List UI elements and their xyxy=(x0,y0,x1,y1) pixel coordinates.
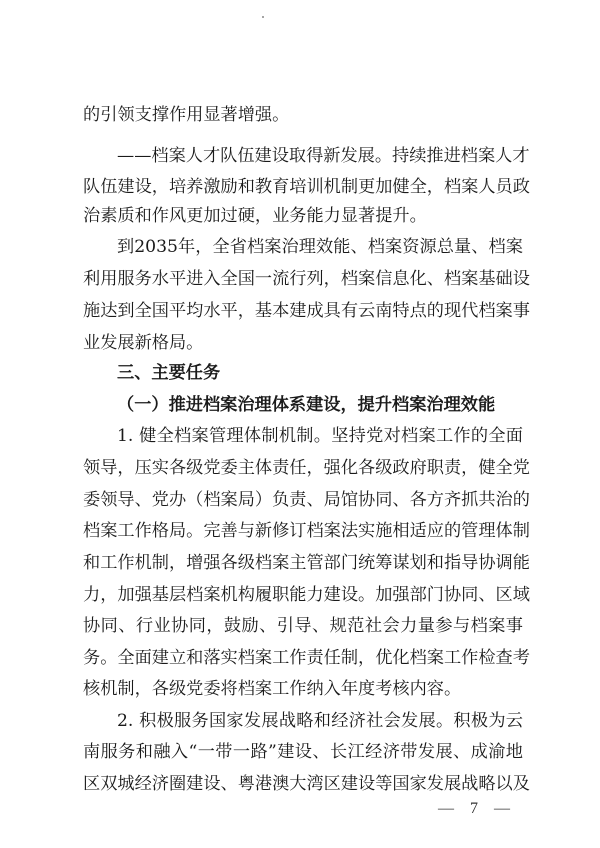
subsection-heading: （一）推进档案治理体系建设，提升档案治理效能 xyxy=(117,395,496,415)
body-line: 协同、行业协同，鼓励、引导、规范社会力量参与档案事 xyxy=(83,616,523,636)
body-line: 队伍建设，培养激励和教育培训机制更加健全，档案人员政 xyxy=(83,177,530,197)
body-line: 2. 积极服务国家发展战略和经济社会发展。积极为云 xyxy=(117,711,523,731)
body-line: 1. 健全档案管理体制机制。坚持党对档案工作的全面 xyxy=(117,426,523,446)
body-line: ——档案人才队伍建设取得新发展。持续推进档案人才 xyxy=(117,146,530,166)
body-line: 核机制，各级党委将档案工作纳入年度考核内容。 xyxy=(83,679,462,699)
scan-speck xyxy=(262,16,264,18)
body-line: 到2035年，全省档案治理效能、档案资源总量、档案 xyxy=(117,237,523,257)
body-line: 领导，压实各级党委主体责任，强化各级政府职责，健全党 xyxy=(83,458,530,478)
body-line: 档案工作格局。完善与新修订档案法实施相适应的管理体制 xyxy=(83,521,530,541)
body-line: 力，加强基层档案机构履职能力建设。加强部门协同、区域 xyxy=(83,585,530,605)
body-line: 业发展新格局。 xyxy=(83,333,204,353)
page-number: — 7 — xyxy=(438,800,516,817)
body-line: 南服务和融入“一带一路”建设、长江经济带发展、成渝地 xyxy=(83,742,523,762)
section-heading: 三、主要任务 xyxy=(117,363,221,383)
body-line: 利用服务水平进入全国一流行列，档案信息化、档案基础设 xyxy=(83,269,530,289)
body-line: 务。全面建立和落实档案工作责任制，优化档案工作检查考 xyxy=(83,648,530,668)
body-line: 和工作机制，增强各级档案主管部门统筹谋划和指导协调能 xyxy=(83,553,530,573)
body-line: 治素质和作风更加过硬，业务能力显著提升。 xyxy=(83,206,427,226)
body-line: 的引领支撑作用显著增强。 xyxy=(83,105,290,125)
body-line: 区双城经济圈建设、粤港澳大湾区建设等国家发展战略以及 xyxy=(83,774,530,794)
body-line: 委领导、党办（档案局）负责、局馆协同、各方齐抓共治的 xyxy=(83,490,530,510)
body-line: 施达到全国平均水平，基本建成具有云南特点的现代档案事 xyxy=(83,301,530,321)
